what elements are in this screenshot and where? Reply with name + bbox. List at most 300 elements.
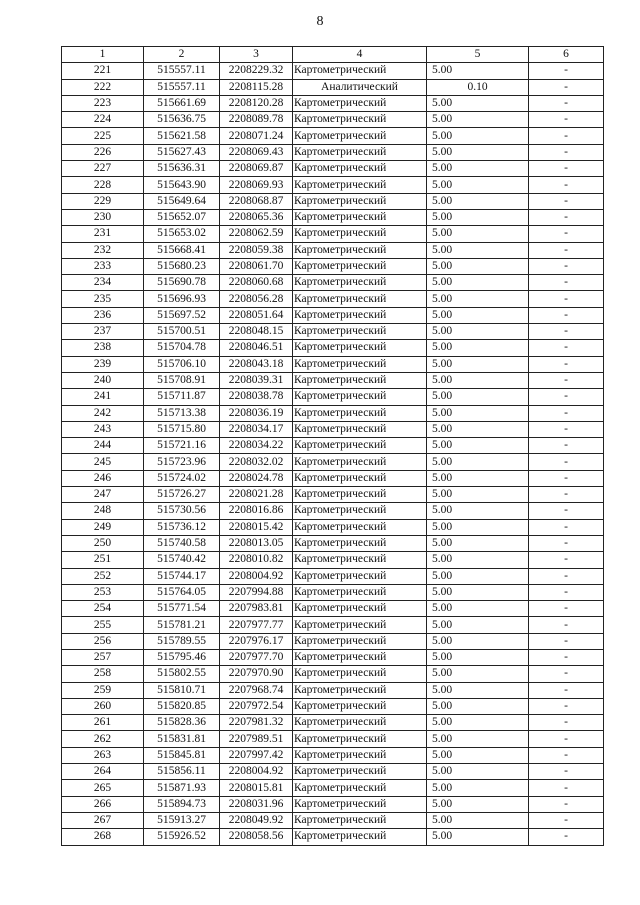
method-cell: Картометрический <box>293 95 427 111</box>
y-coordinate-cell: 2208021.28 <box>220 487 293 503</box>
point-number-cell: 262 <box>62 731 144 747</box>
method-cell: Картометрический <box>293 470 427 486</box>
description-cell: - <box>529 324 604 340</box>
y-coordinate-cell: 2208031.96 <box>220 796 293 812</box>
table-row <box>62 698 604 714</box>
x-coordinate-cell: 515736.12 <box>144 519 220 535</box>
description-cell: - <box>529 535 604 551</box>
header-cell: 5 <box>427 47 529 63</box>
point-number-cell: 263 <box>62 747 144 763</box>
table-row <box>62 340 604 356</box>
method-cell: Картометрический <box>293 731 427 747</box>
table-header <box>62 47 604 63</box>
accuracy-cell: 5.00 <box>427 731 529 747</box>
table-row <box>62 470 604 486</box>
table-row <box>62 633 604 649</box>
method-cell: Картометрический <box>293 177 427 193</box>
x-coordinate-cell: 515828.36 <box>144 715 220 731</box>
method-cell: Картометрический <box>293 372 427 388</box>
accuracy-cell: 5.00 <box>427 682 529 698</box>
accuracy-cell: 5.00 <box>427 193 529 209</box>
table-row <box>62 666 604 682</box>
point-number-cell: 261 <box>62 715 144 731</box>
y-coordinate-cell: 2208049.92 <box>220 812 293 828</box>
table-row <box>62 649 604 665</box>
description-cell: - <box>529 568 604 584</box>
description-cell: - <box>529 340 604 356</box>
accuracy-cell: 5.00 <box>427 63 529 79</box>
accuracy-cell: 5.00 <box>427 421 529 437</box>
method-cell: Картометрический <box>293 747 427 763</box>
x-coordinate-cell: 515643.90 <box>144 177 220 193</box>
y-coordinate-cell: 2208046.51 <box>220 340 293 356</box>
x-coordinate-cell: 515820.85 <box>144 698 220 714</box>
method-cell: Картометрический <box>293 275 427 291</box>
method-cell: Картометрический <box>293 584 427 600</box>
x-coordinate-cell: 515856.11 <box>144 764 220 780</box>
header-row <box>62 47 604 63</box>
y-coordinate-cell: 2207981.32 <box>220 715 293 731</box>
accuracy-cell: 5.00 <box>427 226 529 242</box>
x-coordinate-cell: 515649.64 <box>144 193 220 209</box>
page-number: 8 <box>316 14 324 29</box>
table-row <box>62 796 604 812</box>
x-coordinate-cell: 515740.42 <box>144 552 220 568</box>
point-number-cell: 243 <box>62 421 144 437</box>
point-number-cell: 247 <box>62 487 144 503</box>
table-row <box>62 715 604 731</box>
description-cell: - <box>529 275 604 291</box>
x-coordinate-cell: 515795.46 <box>144 649 220 665</box>
y-coordinate-cell: 2208032.02 <box>220 454 293 470</box>
description-cell: - <box>529 617 604 633</box>
method-cell: Картометрический <box>293 340 427 356</box>
table-row <box>62 324 604 340</box>
y-coordinate-cell: 2207977.77 <box>220 617 293 633</box>
x-coordinate-cell: 515726.27 <box>144 487 220 503</box>
table-row <box>62 568 604 584</box>
accuracy-cell: 5.00 <box>427 796 529 812</box>
description-cell: - <box>529 829 604 845</box>
table-row <box>62 454 604 470</box>
table-row <box>62 291 604 307</box>
accuracy-cell: 5.00 <box>427 258 529 274</box>
method-cell: Картометрический <box>293 307 427 323</box>
method-cell: Картометрический <box>293 144 427 160</box>
table-row <box>62 63 604 79</box>
table-row <box>62 601 604 617</box>
method-cell: Картометрический <box>293 487 427 503</box>
point-number-cell: 225 <box>62 128 144 144</box>
x-coordinate-cell: 515802.55 <box>144 666 220 682</box>
method-cell: Картометрический <box>293 324 427 340</box>
method-cell: Картометрический <box>293 780 427 796</box>
description-cell: - <box>529 421 604 437</box>
y-coordinate-cell: 2208016.86 <box>220 503 293 519</box>
x-coordinate-cell: 515696.93 <box>144 291 220 307</box>
header-cell: 1 <box>62 47 144 63</box>
y-coordinate-cell: 2208004.92 <box>220 568 293 584</box>
method-cell: Картометрический <box>293 193 427 209</box>
table-row <box>62 405 604 421</box>
accuracy-cell: 5.00 <box>427 666 529 682</box>
x-coordinate-cell: 515668.41 <box>144 242 220 258</box>
table-row <box>62 112 604 128</box>
y-coordinate-cell: 2208024.78 <box>220 470 293 486</box>
point-number-cell: 252 <box>62 568 144 584</box>
method-cell: Картометрический <box>293 666 427 682</box>
y-coordinate-cell: 2208038.78 <box>220 389 293 405</box>
point-number-cell: 250 <box>62 535 144 551</box>
accuracy-cell: 5.00 <box>427 812 529 828</box>
accuracy-cell: 5.00 <box>427 112 529 128</box>
x-coordinate-cell: 515704.78 <box>144 340 220 356</box>
y-coordinate-cell: 2208036.19 <box>220 405 293 421</box>
table-row <box>62 242 604 258</box>
description-cell: - <box>529 682 604 698</box>
x-coordinate-cell: 515926.52 <box>144 829 220 845</box>
y-coordinate-cell: 2208056.28 <box>220 291 293 307</box>
header-cell: 4 <box>293 47 427 63</box>
method-cell: Картометрический <box>293 356 427 372</box>
description-cell: - <box>529 715 604 731</box>
method-cell: Картометрический <box>293 519 427 535</box>
accuracy-cell: 5.00 <box>427 209 529 225</box>
x-coordinate-cell: 515715.80 <box>144 421 220 437</box>
point-number-cell: 239 <box>62 356 144 372</box>
x-coordinate-cell: 515636.75 <box>144 112 220 128</box>
x-coordinate-cell: 515661.69 <box>144 95 220 111</box>
accuracy-cell: 5.00 <box>427 95 529 111</box>
point-number-cell: 242 <box>62 405 144 421</box>
method-cell: Картометрический <box>293 649 427 665</box>
x-coordinate-cell: 515831.81 <box>144 731 220 747</box>
table-row <box>62 307 604 323</box>
x-coordinate-cell: 515764.05 <box>144 584 220 600</box>
method-cell: Картометрический <box>293 601 427 617</box>
method-cell: Картометрический <box>293 226 427 242</box>
y-coordinate-cell: 2208060.68 <box>220 275 293 291</box>
x-coordinate-cell: 515708.91 <box>144 372 220 388</box>
method-cell: Картометрический <box>293 389 427 405</box>
point-number-cell: 240 <box>62 372 144 388</box>
point-number-cell: 244 <box>62 438 144 454</box>
accuracy-cell: 5.00 <box>427 405 529 421</box>
method-cell: Картометрический <box>293 258 427 274</box>
table-row <box>62 812 604 828</box>
accuracy-cell: 5.00 <box>427 503 529 519</box>
y-coordinate-cell: 2208010.82 <box>220 552 293 568</box>
description-cell: - <box>529 307 604 323</box>
accuracy-cell: 5.00 <box>427 372 529 388</box>
method-cell: Картометрический <box>293 568 427 584</box>
point-number-cell: 236 <box>62 307 144 323</box>
y-coordinate-cell: 2208015.42 <box>220 519 293 535</box>
point-number-cell: 228 <box>62 177 144 193</box>
x-coordinate-cell: 515845.81 <box>144 747 220 763</box>
y-coordinate-cell: 2208065.36 <box>220 209 293 225</box>
point-number-cell: 249 <box>62 519 144 535</box>
description-cell: - <box>529 128 604 144</box>
accuracy-cell: 5.00 <box>427 470 529 486</box>
description-cell: - <box>529 79 604 95</box>
accuracy-cell: 5.00 <box>427 829 529 845</box>
method-cell: Аналитический <box>293 79 427 95</box>
point-number-cell: 232 <box>62 242 144 258</box>
accuracy-cell: 5.00 <box>427 275 529 291</box>
description-cell: - <box>529 242 604 258</box>
description-cell: - <box>529 812 604 828</box>
accuracy-cell: 5.00 <box>427 242 529 258</box>
accuracy-cell: 5.00 <box>427 128 529 144</box>
y-coordinate-cell: 2208229.32 <box>220 63 293 79</box>
method-cell: Картометрический <box>293 209 427 225</box>
method-cell: Картометрический <box>293 617 427 633</box>
x-coordinate-cell: 515781.21 <box>144 617 220 633</box>
point-number-cell: 246 <box>62 470 144 486</box>
point-number-cell: 260 <box>62 698 144 714</box>
point-number-cell: 253 <box>62 584 144 600</box>
y-coordinate-cell: 2208069.43 <box>220 144 293 160</box>
y-coordinate-cell: 2208058.56 <box>220 829 293 845</box>
y-coordinate-cell: 2208069.87 <box>220 161 293 177</box>
description-cell: - <box>529 177 604 193</box>
accuracy-cell: 5.00 <box>427 617 529 633</box>
header-cell: 2 <box>144 47 220 63</box>
y-coordinate-cell: 2208115.28 <box>220 79 293 95</box>
description-cell: - <box>529 144 604 160</box>
description-cell: - <box>529 356 604 372</box>
table-row <box>62 177 604 193</box>
point-number-cell: 265 <box>62 780 144 796</box>
y-coordinate-cell: 2208069.93 <box>220 177 293 193</box>
accuracy-cell: 5.00 <box>427 291 529 307</box>
header-cell: 3 <box>220 47 293 63</box>
description-cell: - <box>529 209 604 225</box>
accuracy-cell: 5.00 <box>427 177 529 193</box>
accuracy-cell: 5.00 <box>427 535 529 551</box>
y-coordinate-cell: 2208004.92 <box>220 764 293 780</box>
y-coordinate-cell: 2207977.70 <box>220 649 293 665</box>
accuracy-cell: 5.00 <box>427 389 529 405</box>
x-coordinate-cell: 515652.07 <box>144 209 220 225</box>
x-coordinate-cell: 515690.78 <box>144 275 220 291</box>
method-cell: Картометрический <box>293 535 427 551</box>
table-row <box>62 372 604 388</box>
accuracy-cell: 5.00 <box>427 747 529 763</box>
header-cell: 6 <box>529 47 604 63</box>
x-coordinate-cell: 515697.52 <box>144 307 220 323</box>
accuracy-cell: 5.00 <box>427 356 529 372</box>
x-coordinate-cell: 515730.56 <box>144 503 220 519</box>
point-number-cell: 268 <box>62 829 144 845</box>
table-body <box>62 63 604 845</box>
description-cell: - <box>529 438 604 454</box>
method-cell: Картометрический <box>293 438 427 454</box>
table-row <box>62 144 604 160</box>
y-coordinate-cell: 2207968.74 <box>220 682 293 698</box>
accuracy-cell: 0.10 <box>427 79 529 95</box>
point-number-cell: 223 <box>62 95 144 111</box>
point-number-cell: 238 <box>62 340 144 356</box>
table-row <box>62 356 604 372</box>
x-coordinate-cell: 515721.16 <box>144 438 220 454</box>
point-number-cell: 222 <box>62 79 144 95</box>
x-coordinate-cell: 515557.11 <box>144 63 220 79</box>
x-coordinate-cell: 515894.73 <box>144 796 220 812</box>
accuracy-cell: 5.00 <box>427 584 529 600</box>
x-coordinate-cell: 515711.87 <box>144 389 220 405</box>
table-row <box>62 258 604 274</box>
accuracy-cell: 5.00 <box>427 649 529 665</box>
accuracy-cell: 5.00 <box>427 438 529 454</box>
point-number-cell: 255 <box>62 617 144 633</box>
point-number-cell: 267 <box>62 812 144 828</box>
point-number-cell: 259 <box>62 682 144 698</box>
description-cell: - <box>529 95 604 111</box>
point-number-cell: 229 <box>62 193 144 209</box>
y-coordinate-cell: 2207972.54 <box>220 698 293 714</box>
point-number-cell: 266 <box>62 796 144 812</box>
table-row <box>62 764 604 780</box>
point-number-cell: 235 <box>62 291 144 307</box>
x-coordinate-cell: 515653.02 <box>144 226 220 242</box>
method-cell: Картометрический <box>293 112 427 128</box>
method-cell: Картометрический <box>293 715 427 731</box>
description-cell: - <box>529 552 604 568</box>
table-row <box>62 731 604 747</box>
accuracy-cell: 5.00 <box>427 340 529 356</box>
coordinates-table <box>61 46 604 846</box>
description-cell: - <box>529 112 604 128</box>
description-cell: - <box>529 584 604 600</box>
point-number-cell: 221 <box>62 63 144 79</box>
accuracy-cell: 5.00 <box>427 601 529 617</box>
y-coordinate-cell: 2207994.88 <box>220 584 293 600</box>
description-cell: - <box>529 487 604 503</box>
table-row <box>62 209 604 225</box>
description-cell: - <box>529 193 604 209</box>
y-coordinate-cell: 2207976.17 <box>220 633 293 649</box>
y-coordinate-cell: 2208043.18 <box>220 356 293 372</box>
point-number-cell: 258 <box>62 666 144 682</box>
point-number-cell: 227 <box>62 161 144 177</box>
table-row <box>62 617 604 633</box>
accuracy-cell: 5.00 <box>427 324 529 340</box>
table-row <box>62 79 604 95</box>
y-coordinate-cell: 2208034.17 <box>220 421 293 437</box>
method-cell: Картометрический <box>293 682 427 698</box>
x-coordinate-cell: 515700.51 <box>144 324 220 340</box>
method-cell: Картометрический <box>293 503 427 519</box>
y-coordinate-cell: 2207989.51 <box>220 731 293 747</box>
description-cell: - <box>529 258 604 274</box>
x-coordinate-cell: 515636.31 <box>144 161 220 177</box>
description-cell: - <box>529 780 604 796</box>
method-cell: Картометрический <box>293 242 427 258</box>
method-cell: Картометрический <box>293 454 427 470</box>
accuracy-cell: 5.00 <box>427 161 529 177</box>
y-coordinate-cell: 2207970.90 <box>220 666 293 682</box>
x-coordinate-cell: 515723.96 <box>144 454 220 470</box>
table-row <box>62 95 604 111</box>
table-row <box>62 535 604 551</box>
point-number-cell: 230 <box>62 209 144 225</box>
description-cell: - <box>529 601 604 617</box>
y-coordinate-cell: 2208039.31 <box>220 372 293 388</box>
point-number-cell: 224 <box>62 112 144 128</box>
method-cell: Картометрический <box>293 161 427 177</box>
accuracy-cell: 5.00 <box>427 144 529 160</box>
y-coordinate-cell: 2208089.78 <box>220 112 293 128</box>
y-coordinate-cell: 2208034.22 <box>220 438 293 454</box>
table-row <box>62 389 604 405</box>
point-number-cell: 234 <box>62 275 144 291</box>
description-cell: - <box>529 747 604 763</box>
y-coordinate-cell: 2207997.42 <box>220 747 293 763</box>
accuracy-cell: 5.00 <box>427 698 529 714</box>
description-cell: - <box>529 161 604 177</box>
method-cell: Картометрический <box>293 633 427 649</box>
description-cell: - <box>529 519 604 535</box>
y-coordinate-cell: 2208059.38 <box>220 242 293 258</box>
table-row <box>62 552 604 568</box>
y-coordinate-cell: 2208068.87 <box>220 193 293 209</box>
point-number-cell: 233 <box>62 258 144 274</box>
accuracy-cell: 5.00 <box>427 307 529 323</box>
table-row <box>62 226 604 242</box>
x-coordinate-cell: 515680.23 <box>144 258 220 274</box>
x-coordinate-cell: 515913.27 <box>144 812 220 828</box>
description-cell: - <box>529 633 604 649</box>
table-row <box>62 193 604 209</box>
accuracy-cell: 5.00 <box>427 487 529 503</box>
description-cell: - <box>529 666 604 682</box>
description-cell: - <box>529 226 604 242</box>
y-coordinate-cell: 2208048.15 <box>220 324 293 340</box>
point-number-cell: 264 <box>62 764 144 780</box>
point-number-cell: 241 <box>62 389 144 405</box>
description-cell: - <box>529 291 604 307</box>
table-row <box>62 128 604 144</box>
description-cell: - <box>529 372 604 388</box>
x-coordinate-cell: 515744.17 <box>144 568 220 584</box>
table-row <box>62 584 604 600</box>
point-number-cell: 256 <box>62 633 144 649</box>
method-cell: Картометрический <box>293 291 427 307</box>
table-row <box>62 519 604 535</box>
x-coordinate-cell: 515621.58 <box>144 128 220 144</box>
table-row <box>62 829 604 845</box>
y-coordinate-cell: 2207983.81 <box>220 601 293 617</box>
y-coordinate-cell: 2208071.24 <box>220 128 293 144</box>
method-cell: Картометрический <box>293 796 427 812</box>
point-number-cell: 237 <box>62 324 144 340</box>
y-coordinate-cell: 2208015.81 <box>220 780 293 796</box>
description-cell: - <box>529 796 604 812</box>
description-cell: - <box>529 389 604 405</box>
method-cell: Картометрический <box>293 764 427 780</box>
accuracy-cell: 5.00 <box>427 568 529 584</box>
method-cell: Картометрический <box>293 63 427 79</box>
x-coordinate-cell: 515789.55 <box>144 633 220 649</box>
x-coordinate-cell: 515713.38 <box>144 405 220 421</box>
accuracy-cell: 5.00 <box>427 633 529 649</box>
table-row <box>62 421 604 437</box>
table-row <box>62 161 604 177</box>
y-coordinate-cell: 2208013.05 <box>220 535 293 551</box>
accuracy-cell: 5.00 <box>427 552 529 568</box>
